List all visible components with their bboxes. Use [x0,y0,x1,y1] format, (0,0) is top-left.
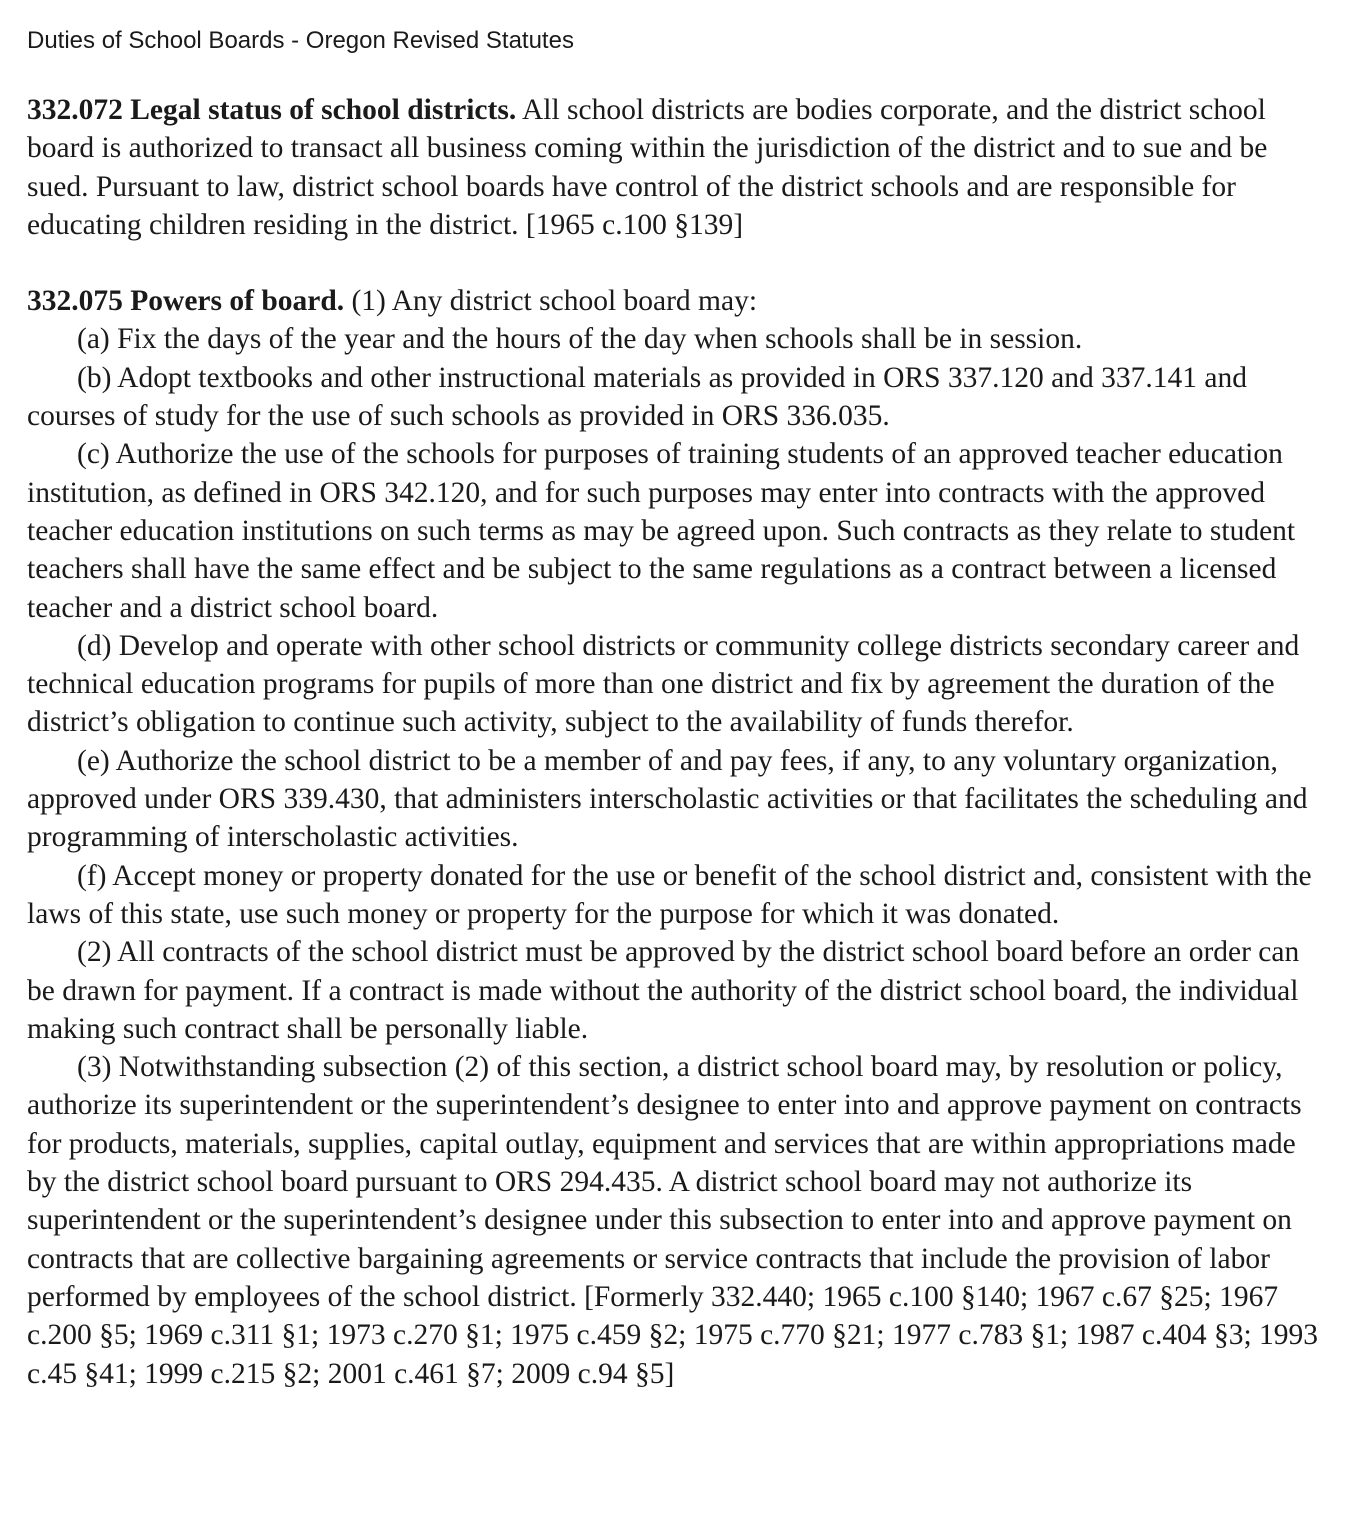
section-332-072 [27,91,1332,244]
section-heading: 332.075 Powers of board. [27,285,345,318]
section-paragraph [27,91,1332,244]
document-page [27,24,1332,1393]
paragraph-1-b: (b) Adopt textbooks and other instructional materials as provided in ORS 337.120 and 337.141 and courses of study for the use of such schools as provided in ORS 336.035. [27,361,1247,433]
paragraph-3: (3) Notwithstanding subsection (2) of this section, a district school board may, by resolution or policy, authorize its superintendent or the superintendent’s designee to enter into and approve payment on contracts for products, materials, supplies, capital outlay, equipment and services that are within appropriations made by the district school board pursuant to ORS 294.435. A district school board may not authorize its superintendent or the superintendent’s designee under this subsection to enter into and approve payment on contracts that are collective bargaining agreements or service contracts that include the provision of labor performed by employees of the school district. [Formerly 332.440; 1965 c.100 §140; 1967 c.67 §25; 1967 c.200 §5; 1969 c.311 §1; 1973 c.270 §1; 1975 c.459 §2; 1975 c.770 §21; 1977 c.783 §1; 1987 c.404 §3; 1993 c.45 §41; 1999 c.215 §2; 2001 c.461 §7; 2009 c.94 §5] [27,1051,1319,1390]
paragraph-1-d: (d) Develop and operate with other school districts or community college districts secondary career and technical education programs for pupils of more than one district and fix by agreement the duration of the district’s obligation to continue such activity, subject to the availability of funds therefor. [27,629,1300,739]
section-intro-paragraph [27,282,1332,320]
document-title: Duties of School Boards - Oregon Revised Statutes [27,27,574,54]
section-332-075 [27,282,1332,1393]
paragraph-1-f: (f) Accept money or property donated for the use or benefit of the school district and, consistent with the laws of this state, use such money or property for the purpose for which it was donated. [27,859,1312,930]
paragraph-1-a: (a) Fix the days of the year and the hours of the day when schools shall be in session. [77,323,1083,356]
paragraph-2: (2) All contracts of the school district must be approved by the district school board before an order can be drawn for payment. If a contract is made without the authority of the district school board, the individual making such contract shall be personally liable. [27,936,1300,1045]
section-body: All school districts are bodies corporate, and the district school board is authorized to transact all business coming within the jurisdiction of the district and to sue and be sued. Pursuant to law, district school boards have control of the district schools and are responsible for educating children residing in the district. [1965 c.100 §139] [27,94,1268,241]
section-heading: 332.072 Legal status of school districts. [27,94,517,126]
section-intro: (1) Any district school board may: [344,285,758,318]
paragraph-1-e: (e) Authorize the school district to be a member of and pay fees, if any, to any voluntary organization, approved under ORS 339.430, that administers interscholastic activities or that facilitates the scheduling and programming of interscholastic activities. [27,744,1308,854]
paragraph-1-c: (c) Authorize the use of the schools for purposes of training students of an approved teacher education institution, as defined in ORS 342.120, and for such purposes may enter into contracts with the approved teacher education institutions on such terms as may be agreed upon. Such contracts as they relate to student teachers shall have the same effect and be subject to the same regulations as a contract between a licensed teacher and a district school board. [27,438,1296,624]
